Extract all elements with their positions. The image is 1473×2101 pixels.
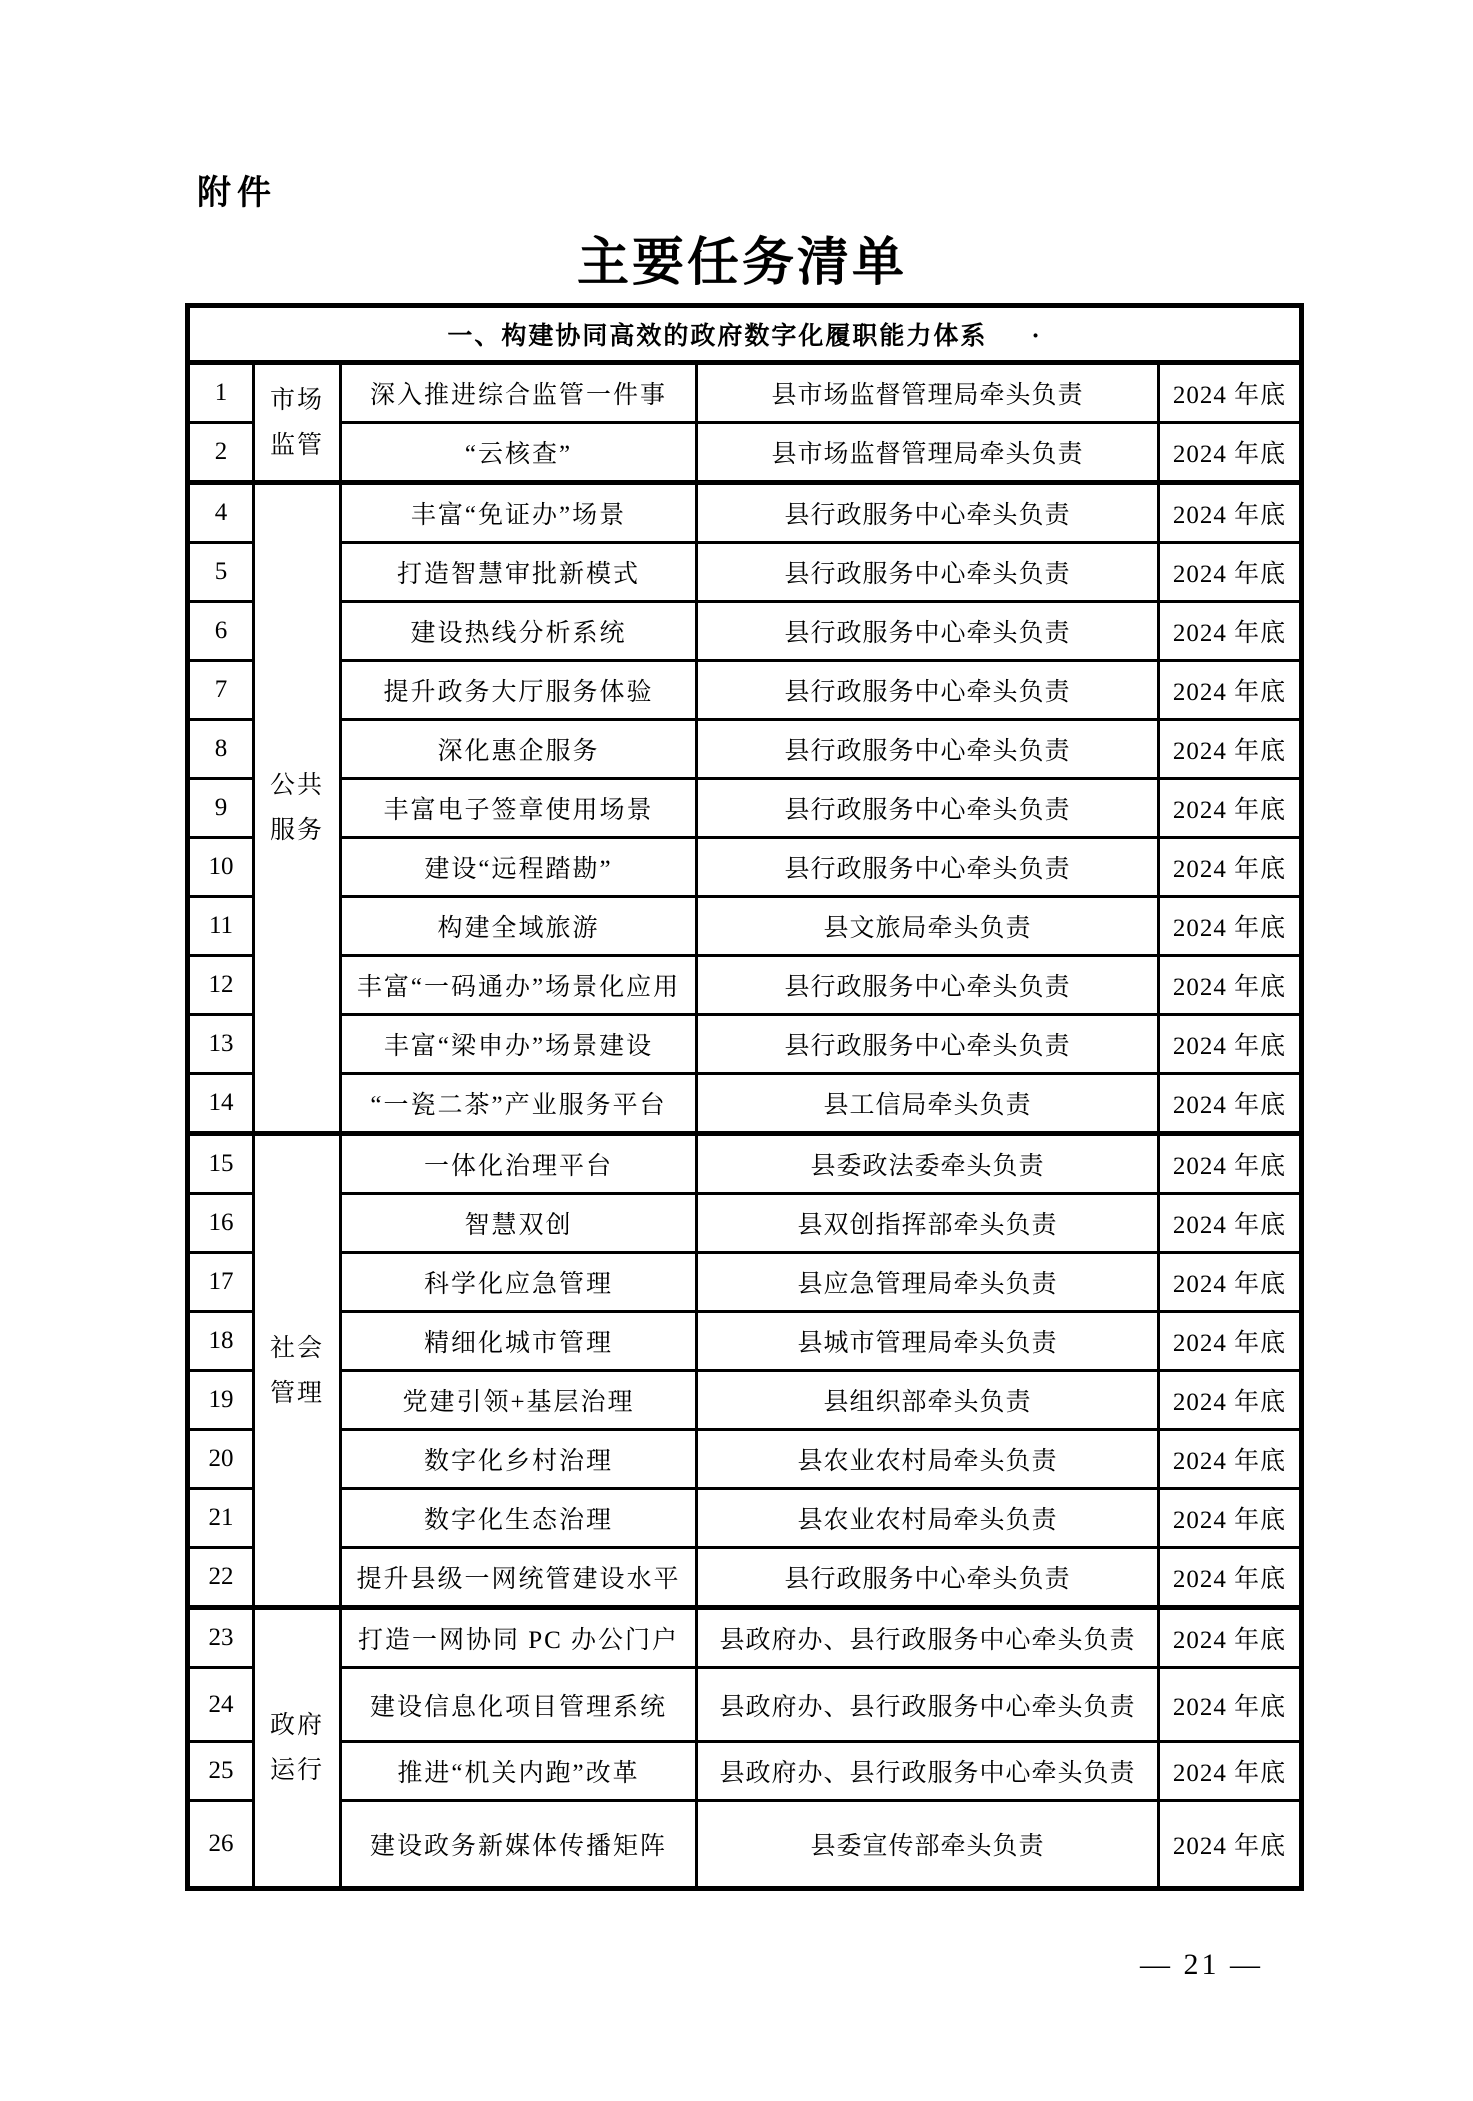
row-number-cell: 26 — [188, 1801, 254, 1889]
task-cell: 建设信息化项目管理系统 — [341, 1668, 697, 1742]
deadline-cell: 2024 年底 — [1159, 1668, 1302, 1742]
table-section-header-row — [188, 306, 1302, 363]
deadline-cell: 2024 年底 — [1159, 1548, 1302, 1608]
task-cell: 建设热线分析系统 — [341, 602, 697, 661]
table-row — [188, 423, 1302, 483]
task-cell: 提升政务大厅服务体验 — [341, 661, 697, 720]
task-cell: 丰富“免证办”场景 — [341, 483, 697, 543]
table-row — [188, 1253, 1302, 1312]
department-cell: 县行政服务中心牵头负责 — [697, 779, 1159, 838]
deadline-cell: 2024 年底 — [1159, 897, 1302, 956]
department-cell: 县委宣传部牵头负责 — [697, 1801, 1159, 1889]
task-cell: 深化惠企服务 — [341, 720, 697, 779]
row-number-cell: 25 — [188, 1742, 254, 1801]
row-number-cell: 7 — [188, 661, 254, 720]
table-row — [188, 1015, 1302, 1074]
deadline-cell: 2024 年底 — [1159, 956, 1302, 1015]
row-number-cell: 17 — [188, 1253, 254, 1312]
row-number-cell: 2 — [188, 423, 254, 483]
department-cell: 县行政服务中心牵头负责 — [697, 1015, 1159, 1074]
row-number-cell: 10 — [188, 838, 254, 897]
category-cell: 公共服务 — [254, 483, 341, 1134]
deadline-cell: 2024 年底 — [1159, 1608, 1302, 1668]
page-title: 主要任务清单 — [576, 235, 907, 292]
department-cell: 县委政法委牵头负责 — [697, 1134, 1159, 1194]
deadline-cell: 2024 年底 — [1159, 543, 1302, 602]
table-row — [188, 1548, 1302, 1608]
row-number-cell: 9 — [188, 779, 254, 838]
table-row — [188, 1371, 1302, 1430]
table-row — [188, 363, 1302, 423]
table-row — [188, 1430, 1302, 1489]
task-cell: “云核查” — [341, 423, 697, 483]
department-cell: 县行政服务中心牵头负责 — [697, 661, 1159, 720]
department-cell: 县行政服务中心牵头负责 — [697, 838, 1159, 897]
row-number-cell: 18 — [188, 1312, 254, 1371]
row-number-cell: 6 — [188, 602, 254, 661]
table-row — [188, 602, 1302, 661]
deadline-cell: 2024 年底 — [1159, 1801, 1302, 1889]
row-number-cell: 11 — [188, 897, 254, 956]
deadline-cell: 2024 年底 — [1159, 779, 1302, 838]
table-row — [188, 483, 1302, 543]
row-number-cell: 21 — [188, 1489, 254, 1548]
row-number-cell: 8 — [188, 720, 254, 779]
department-cell: 县组织部牵头负责 — [697, 1371, 1159, 1430]
row-number-cell: 16 — [188, 1194, 254, 1253]
table-row — [188, 1194, 1302, 1253]
row-number-cell: 12 — [188, 956, 254, 1015]
deadline-cell: 2024 年底 — [1159, 1194, 1302, 1253]
department-cell: 县应急管理局牵头负责 — [697, 1253, 1159, 1312]
department-cell: 县双创指挥部牵头负责 — [697, 1194, 1159, 1253]
table-row — [188, 661, 1302, 720]
table-row — [188, 779, 1302, 838]
attachment-label: 附件 — [197, 175, 277, 212]
page-number: — 21 — — [1140, 1948, 1263, 1981]
deadline-cell: 2024 年底 — [1159, 1742, 1302, 1801]
task-cell: 精细化城市管理 — [341, 1312, 697, 1371]
deadline-cell: 2024 年底 — [1159, 720, 1302, 779]
deadline-cell: 2024 年底 — [1159, 363, 1302, 423]
department-cell: 县行政服务中心牵头负责 — [697, 543, 1159, 602]
department-cell: 县行政服务中心牵头负责 — [697, 483, 1159, 543]
table-row — [188, 897, 1302, 956]
row-number-cell: 23 — [188, 1608, 254, 1668]
table-section-title: 一、构建协同高效的政府数字化履职能力体系 — [447, 323, 988, 350]
department-cell: 县农业农村局牵头负责 — [697, 1489, 1159, 1548]
deadline-cell: 2024 年底 — [1159, 602, 1302, 661]
department-cell: 县城市管理局牵头负责 — [697, 1312, 1159, 1371]
table-row — [188, 1134, 1302, 1194]
department-cell: 县农业农村局牵头负责 — [697, 1430, 1159, 1489]
deadline-cell: 2024 年底 — [1159, 1074, 1302, 1134]
task-cell: 构建全域旅游 — [341, 897, 697, 956]
row-number-cell: 13 — [188, 1015, 254, 1074]
task-cell: 数字化乡村治理 — [341, 1430, 697, 1489]
row-number-cell: 14 — [188, 1074, 254, 1134]
category-cell: 政府运行 — [254, 1608, 341, 1889]
table-row — [188, 838, 1302, 897]
scan-artifact-dot: · — [1031, 323, 1042, 350]
department-cell: 县工信局牵头负责 — [697, 1074, 1159, 1134]
deadline-cell: 2024 年底 — [1159, 1489, 1302, 1548]
department-cell: 县市场监督管理局牵头负责 — [697, 423, 1159, 483]
table-row — [188, 543, 1302, 602]
table-row — [188, 956, 1302, 1015]
deadline-cell: 2024 年底 — [1159, 1371, 1302, 1430]
row-number-cell: 22 — [188, 1548, 254, 1608]
task-cell: 建设政务新媒体传播矩阵 — [341, 1801, 697, 1889]
department-cell: 县文旅局牵头负责 — [697, 897, 1159, 956]
row-number-cell: 20 — [188, 1430, 254, 1489]
task-cell: 提升县级一网统管建设水平 — [341, 1548, 697, 1608]
department-cell: 县政府办、县行政服务中心牵头负责 — [697, 1668, 1159, 1742]
table-row — [188, 1074, 1302, 1134]
deadline-cell: 2024 年底 — [1159, 483, 1302, 543]
table-row — [188, 720, 1302, 779]
deadline-cell: 2024 年底 — [1159, 838, 1302, 897]
deadline-cell: 2024 年底 — [1159, 1312, 1302, 1371]
department-cell: 县行政服务中心牵头负责 — [697, 720, 1159, 779]
task-cell: “一瓷二茶”产业服务平台 — [341, 1074, 697, 1134]
department-cell: 县政府办、县行政服务中心牵头负责 — [697, 1742, 1159, 1801]
table-row — [188, 1608, 1302, 1668]
row-number-cell: 19 — [188, 1371, 254, 1430]
department-cell: 县行政服务中心牵头负责 — [697, 602, 1159, 661]
task-cell: 丰富电子签章使用场景 — [341, 779, 697, 838]
department-cell: 县行政服务中心牵头负责 — [697, 956, 1159, 1015]
task-cell: 数字化生态治理 — [341, 1489, 697, 1548]
deadline-cell: 2024 年底 — [1159, 1134, 1302, 1194]
table-row — [188, 1312, 1302, 1371]
deadline-cell: 2024 年底 — [1159, 1253, 1302, 1312]
task-cell: 丰富“梁申办”场景建设 — [341, 1015, 697, 1074]
table-section-title-cell — [188, 306, 1302, 363]
task-cell: 深入推进综合监管一件事 — [341, 363, 697, 423]
department-cell: 县市场监督管理局牵头负责 — [697, 363, 1159, 423]
deadline-cell: 2024 年底 — [1159, 1430, 1302, 1489]
task-cell: 科学化应急管理 — [341, 1253, 697, 1312]
row-number-cell: 24 — [188, 1668, 254, 1742]
category-cell: 社会管理 — [254, 1134, 341, 1608]
department-cell: 县政府办、县行政服务中心牵头负责 — [697, 1608, 1159, 1668]
deadline-cell: 2024 年底 — [1159, 1015, 1302, 1074]
task-cell: 丰富“一码通办”场景化应用 — [341, 956, 697, 1015]
task-cell: 推进“机关内跑”改革 — [341, 1742, 697, 1801]
task-cell: 党建引领+基层治理 — [341, 1371, 697, 1430]
task-cell: 智慧双创 — [341, 1194, 697, 1253]
department-cell: 县行政服务中心牵头负责 — [697, 1548, 1159, 1608]
task-cell: 打造智慧审批新模式 — [341, 543, 697, 602]
deadline-cell: 2024 年底 — [1159, 661, 1302, 720]
row-number-cell: 5 — [188, 543, 254, 602]
table-row — [188, 1489, 1302, 1548]
table-row — [188, 1668, 1302, 1742]
row-number-cell: 1 — [188, 363, 254, 423]
main-task-table — [185, 303, 1304, 1891]
row-number-cell: 4 — [188, 483, 254, 543]
deadline-cell: 2024 年底 — [1159, 423, 1302, 483]
task-cell: 一体化治理平台 — [341, 1134, 697, 1194]
task-cell: 打造一网协同 PC 办公门户 — [341, 1608, 697, 1668]
table-row — [188, 1801, 1302, 1889]
row-number-cell: 15 — [188, 1134, 254, 1194]
task-cell: 建设“远程踏勘” — [341, 838, 697, 897]
category-cell: 市场监管 — [254, 363, 341, 483]
table-row — [188, 1742, 1302, 1801]
